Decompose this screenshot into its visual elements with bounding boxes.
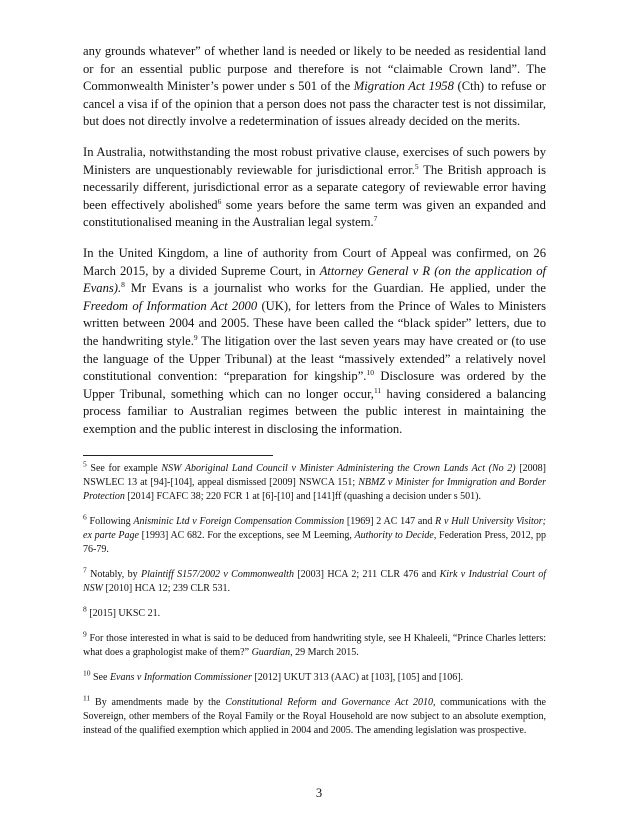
paragraph	[83, 144, 546, 232]
italic-text: Plaintiff S157/2002 v Commonwealth	[141, 569, 294, 580]
text-run: The British approach is necessarily different, jurisdictional error as a separate category of reviewable error having been effectively abolished	[83, 162, 546, 212]
text-run: By amendments made by the	[90, 697, 226, 708]
italic-text: Constitutional Reform and Governance Act 2010	[225, 697, 433, 708]
text-run: [2010] HCA 12; 239 CLR 531.	[103, 583, 230, 594]
footnote-reference: 7	[83, 565, 87, 575]
italic-text: Evans v Information Commissioner	[109, 672, 252, 683]
italic-text: Authority to Decide	[354, 530, 434, 541]
text-run: 29 March 2015.	[292, 647, 359, 658]
italic-text: Kirk v Industrial Court of NSW	[83, 569, 546, 594]
italic-text: NSW Aboriginal Land Council v Minister Administering the Crown Lands Act (No 2)	[161, 463, 516, 474]
text-run: having considered a balancing process familiar to Australian regimes between the public interest in maintaining the exemption and the public interest in disclosing the information.	[83, 386, 546, 436]
text-run: [1993] AC 682. For the exceptions, see M Leeming,	[138, 530, 355, 541]
page-number: 3	[315, 786, 323, 800]
italic-text: Guardian,	[251, 647, 293, 658]
text-run: (Cth) to refuse or cancel a visa if of the opinion that a person does not pass the character test is not dissimilar, but does not directly involve a redetermination of issues already decided on the merits.	[83, 79, 547, 129]
text-run: See	[90, 672, 110, 683]
text-run: For those interested in what is said to be deduced from handwriting style, see H Khaleeli, “Prince Charles letters: what does a graphologist make of them?”	[83, 633, 546, 658]
footnote	[83, 604, 546, 621]
italic-text: Freedom of Information Act 2000	[83, 298, 258, 313]
footnote-reference: 6	[217, 196, 222, 206]
footnote	[83, 668, 546, 685]
italic-text: NBMZ v Minister for Immigration and Border Protection	[83, 477, 546, 502]
body-text	[83, 43, 546, 451]
footnote-reference: 5	[83, 459, 87, 469]
footnote	[83, 693, 546, 738]
text-run: In Australia, notwithstanding the most robust privative clause, exercises of such powers by Ministers are unquestionably reviewable for jurisdictional error.	[83, 144, 546, 177]
italic-text: Anisminic Ltd v Foreign Compensation Commission	[133, 516, 345, 527]
footnote-reference: 10	[83, 668, 91, 678]
footnote-reference: 6	[83, 512, 87, 522]
text-run: The litigation over the last seven years may have created or (to use the language of the Upper Tribunal) at the least “massively extended” a relatively novel constitutional convention: “preparation for kingship”.	[83, 333, 546, 384]
italic-text: Attorney General v R (on the application of Evans).	[83, 263, 547, 296]
footnote-reference: 9	[83, 629, 87, 639]
text-run: (UK), for letters from the Prince of Wales to Ministers written between 2004 and 2005. These have been called the “black spider” letters, due to the handwriting style.	[83, 298, 546, 348]
footnote-reference: 11	[83, 693, 91, 703]
paragraph	[83, 245, 546, 439]
footnote	[83, 629, 546, 660]
footnote	[83, 459, 546, 504]
footnote-reference: 8	[83, 604, 87, 614]
footnote-reference: 8	[121, 279, 125, 289]
text-run: , Federation Press, 2012, pp 76-79.	[83, 530, 546, 555]
footnote-reference: 7	[373, 214, 378, 224]
text-run: Disclosure was ordered by the Upper Tribunal, something which can no longer occur,	[83, 369, 546, 401]
text-run: [2014] FCAFC 38; 220 FCR 1 at [6]-[10] and [141]ff (quashing a decision under s 501).	[124, 491, 482, 502]
text-run: , communications with the Sovereign, other members of the Royal Family or the Royal Household are now subject to an absolute exemption, instead of the qualified exemption which applied in 2004 and 2005. The amending legislation was prospective.	[83, 697, 546, 736]
footnote-separator	[83, 455, 273, 456]
footnote-reference: 9	[193, 332, 198, 342]
footnotes	[83, 459, 546, 749]
text-run: [2008] NSWLEC 13 at [94]-[104], appeal dismissed [2009] NSWCA 151;	[83, 463, 546, 488]
text-run: [1969] 2 AC 147 and	[344, 516, 436, 527]
text-run: Following	[86, 516, 134, 527]
italic-text: Migration Act 1958	[353, 79, 454, 94]
footnote	[83, 512, 546, 557]
text-run: [2003] HCA 2; 211 CLR 476 and	[293, 569, 440, 580]
footnote-reference: 5	[414, 161, 419, 171]
italic-text: R v Hull University Visitor; ex parte Page	[83, 516, 546, 541]
footnote-reference: 11	[373, 385, 382, 395]
text-run: any grounds whatever” of whether land is needed or likely to be needed as residential land or for an essential public purpose and therefore is not “claimable Crown land”. The Commonwealth Minister’s power under s 501 of the	[83, 44, 546, 94]
text-run: See for example	[86, 463, 162, 474]
text-run: [2012] UKUT 313 (AAC) at [103], [105] and [106].	[251, 672, 464, 683]
text-run: Notably, by	[86, 569, 141, 580]
text-run: some years before the same term was given an expanded and constitutionalised meaning in the Australian legal system.	[83, 197, 546, 230]
text-run: [2015] UKSC 21.	[86, 608, 161, 619]
text-run: Mr Evans is a journalist who works for the Guardian. He applied, under the	[124, 281, 546, 296]
footnote-reference: 10	[366, 367, 374, 377]
text-run: In the United Kingdom, a line of authority from Court of Appeal was confirmed, on 26 March 2015, by a divided Supreme Court, in	[83, 245, 546, 278]
paragraph	[83, 43, 546, 131]
footnote	[83, 565, 546, 596]
